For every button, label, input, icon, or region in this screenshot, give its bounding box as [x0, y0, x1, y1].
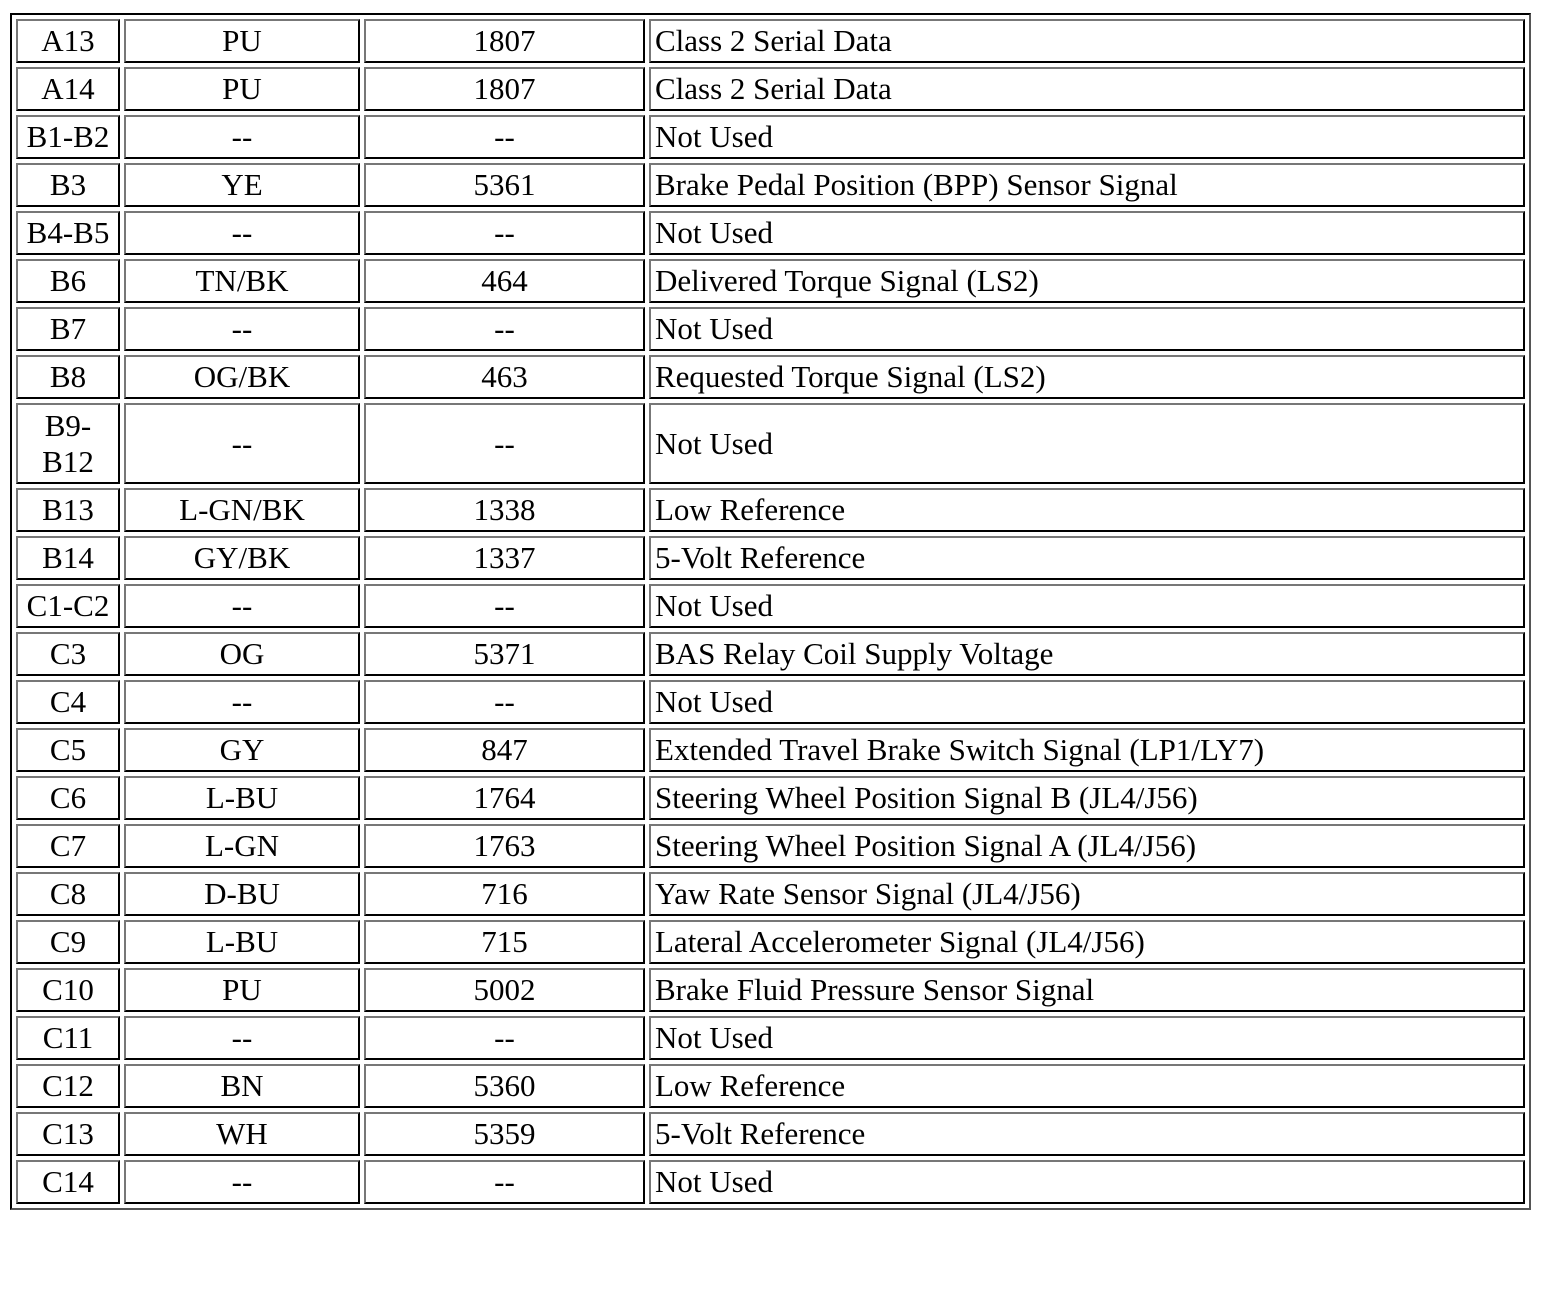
- table-row: [16, 1160, 1525, 1204]
- circuit-number-cell: --: [364, 584, 645, 628]
- pin-cell: A14: [16, 67, 120, 111]
- table-row: [16, 488, 1525, 532]
- circuit-number-cell: 1338: [364, 488, 645, 532]
- pin-cell: B7: [16, 307, 120, 351]
- function-cell: 5-Volt Reference: [649, 536, 1525, 580]
- pin-cell: C1-C2: [16, 584, 120, 628]
- circuit-number-cell: --: [364, 403, 645, 484]
- function-cell: Requested Torque Signal (LS2): [649, 355, 1525, 399]
- function-cell: Not Used: [649, 211, 1525, 255]
- wire-color-cell: L-GN: [124, 824, 360, 868]
- table-row: [16, 632, 1525, 676]
- pin-cell: B13: [16, 488, 120, 532]
- pin-cell: B9-B12: [16, 403, 120, 484]
- wire-color-cell: --: [124, 584, 360, 628]
- wire-color-cell: --: [124, 211, 360, 255]
- wire-color-cell: L-BU: [124, 776, 360, 820]
- circuit-number-cell: 5371: [364, 632, 645, 676]
- pin-cell: B1-B2: [16, 115, 120, 159]
- circuit-number-cell: 1337: [364, 536, 645, 580]
- function-cell: 5-Volt Reference: [649, 1112, 1525, 1156]
- function-cell: Brake Fluid Pressure Sensor Signal: [649, 968, 1525, 1012]
- wire-color-cell: --: [124, 1016, 360, 1060]
- pin-cell: B14: [16, 536, 120, 580]
- function-cell: Not Used: [649, 584, 1525, 628]
- pin-cell: C9: [16, 920, 120, 964]
- circuit-number-cell: 715: [364, 920, 645, 964]
- circuit-number-cell: 5361: [364, 163, 645, 207]
- circuit-number-cell: 1807: [364, 19, 645, 63]
- table-row: [16, 872, 1525, 916]
- wire-color-cell: --: [124, 1160, 360, 1204]
- wire-color-cell: YE: [124, 163, 360, 207]
- pin-cell: B3: [16, 163, 120, 207]
- circuit-number-cell: 5359: [364, 1112, 645, 1156]
- circuit-number-cell: 1764: [364, 776, 645, 820]
- wire-color-cell: PU: [124, 968, 360, 1012]
- pin-cell: B8: [16, 355, 120, 399]
- pin-cell: C14: [16, 1160, 120, 1204]
- pin-cell: B6: [16, 259, 120, 303]
- pin-cell: A13: [16, 19, 120, 63]
- wire-color-cell: WH: [124, 1112, 360, 1156]
- circuit-number-cell: 5360: [364, 1064, 645, 1108]
- table-row: [16, 776, 1525, 820]
- function-cell: Extended Travel Brake Switch Signal (LP1/LY7): [649, 728, 1525, 772]
- pin-cell: C7: [16, 824, 120, 868]
- pin-cell: C11: [16, 1016, 120, 1060]
- wire-color-cell: GY/BK: [124, 536, 360, 580]
- function-cell: Class 2 Serial Data: [649, 67, 1525, 111]
- table-row: [16, 584, 1525, 628]
- wire-color-cell: --: [124, 403, 360, 484]
- wire-color-cell: GY: [124, 728, 360, 772]
- circuit-number-cell: 716: [364, 872, 645, 916]
- wire-color-cell: PU: [124, 67, 360, 111]
- wire-color-cell: BN: [124, 1064, 360, 1108]
- function-cell: Not Used: [649, 1016, 1525, 1060]
- table-row: [16, 536, 1525, 580]
- table-row: [16, 1016, 1525, 1060]
- function-cell: Delivered Torque Signal (LS2): [649, 259, 1525, 303]
- circuit-number-cell: 1807: [364, 67, 645, 111]
- function-cell: Not Used: [649, 403, 1525, 484]
- table-row: [16, 163, 1525, 207]
- circuit-number-cell: --: [364, 307, 645, 351]
- pin-cell: C6: [16, 776, 120, 820]
- wire-color-cell: L-BU: [124, 920, 360, 964]
- pin-cell: C3: [16, 632, 120, 676]
- wire-color-cell: D-BU: [124, 872, 360, 916]
- wire-color-cell: --: [124, 115, 360, 159]
- table-row: [16, 920, 1525, 964]
- function-cell: Low Reference: [649, 1064, 1525, 1108]
- wire-color-cell: TN/BK: [124, 259, 360, 303]
- function-cell: Not Used: [649, 680, 1525, 724]
- circuit-number-cell: 464: [364, 259, 645, 303]
- wire-color-cell: L-GN/BK: [124, 488, 360, 532]
- table-row: [16, 19, 1525, 63]
- pin-cell: C4: [16, 680, 120, 724]
- function-cell: Steering Wheel Position Signal B (JL4/J56): [649, 776, 1525, 820]
- table-row: [16, 1064, 1525, 1108]
- function-cell: Class 2 Serial Data: [649, 19, 1525, 63]
- table-row: [16, 355, 1525, 399]
- wire-color-cell: --: [124, 680, 360, 724]
- table-row: [16, 1112, 1525, 1156]
- function-cell: Yaw Rate Sensor Signal (JL4/J56): [649, 872, 1525, 916]
- circuit-number-cell: --: [364, 211, 645, 255]
- circuit-number-cell: 1763: [364, 824, 645, 868]
- pin-cell: C8: [16, 872, 120, 916]
- circuit-number-cell: 5002: [364, 968, 645, 1012]
- circuit-number-cell: --: [364, 1016, 645, 1060]
- table-row: [16, 67, 1525, 111]
- table-row: [16, 968, 1525, 1012]
- wire-color-cell: OG/BK: [124, 355, 360, 399]
- circuit-number-cell: --: [364, 1160, 645, 1204]
- table-row: [16, 211, 1525, 255]
- pin-cell: C10: [16, 968, 120, 1012]
- table-row: [16, 259, 1525, 303]
- circuit-number-cell: --: [364, 680, 645, 724]
- wire-color-cell: OG: [124, 632, 360, 676]
- wire-color-cell: PU: [124, 19, 360, 63]
- table-row: [16, 115, 1525, 159]
- function-cell: Brake Pedal Position (BPP) Sensor Signal: [649, 163, 1525, 207]
- pin-cell: C5: [16, 728, 120, 772]
- circuit-number-cell: --: [364, 115, 645, 159]
- wire-color-cell: --: [124, 307, 360, 351]
- pin-cell: B4-B5: [16, 211, 120, 255]
- pin-cell: C12: [16, 1064, 120, 1108]
- table-row: [16, 403, 1525, 484]
- function-cell: BAS Relay Coil Supply Voltage: [649, 632, 1525, 676]
- table-row: [16, 680, 1525, 724]
- function-cell: Low Reference: [649, 488, 1525, 532]
- table-row: [16, 307, 1525, 351]
- function-cell: Steering Wheel Position Signal A (JL4/J56): [649, 824, 1525, 868]
- function-cell: Not Used: [649, 307, 1525, 351]
- function-cell: Not Used: [649, 115, 1525, 159]
- pinout-table-body: [16, 19, 1525, 1204]
- table-row: [16, 728, 1525, 772]
- pin-cell: C13: [16, 1112, 120, 1156]
- circuit-number-cell: 847: [364, 728, 645, 772]
- function-cell: Not Used: [649, 1160, 1525, 1204]
- function-cell: Lateral Accelerometer Signal (JL4/J56): [649, 920, 1525, 964]
- circuit-number-cell: 463: [364, 355, 645, 399]
- table-row: [16, 824, 1525, 868]
- connector-pinout-table: [10, 13, 1531, 1210]
